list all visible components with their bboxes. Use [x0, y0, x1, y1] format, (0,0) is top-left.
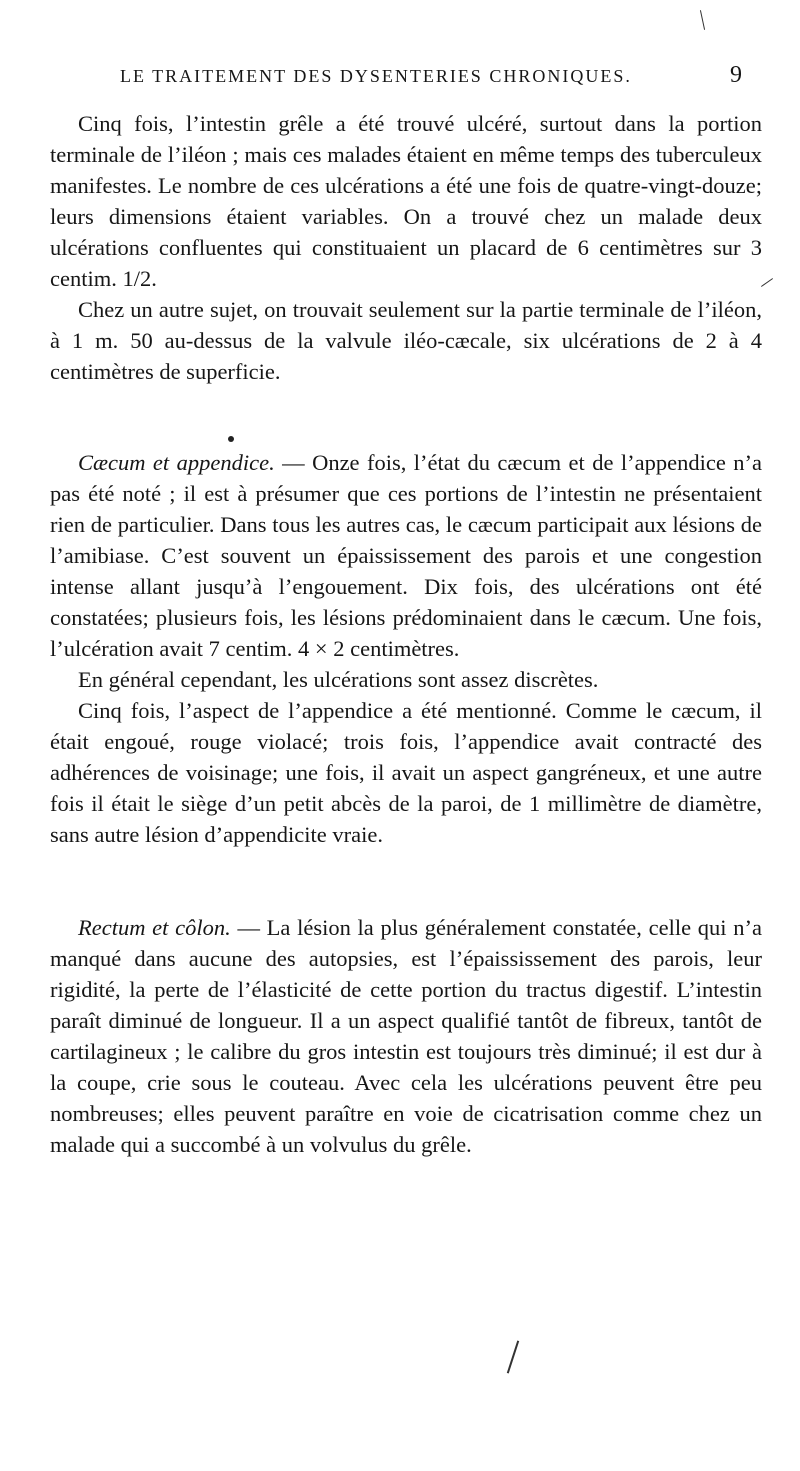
page-number: 9	[730, 62, 742, 88]
section-gap	[50, 387, 762, 447]
scan-mark	[700, 10, 705, 30]
section-heading-rectum: Rectum et côlon.	[78, 915, 231, 940]
print-speck	[228, 436, 234, 442]
scan-mark	[507, 1341, 519, 1374]
paragraph-rectum	[50, 912, 762, 1160]
caecum-text: — Onze fois, l’état du cæcum et de l’appendice n’a pas été noté ; il est à présumer que ces portions de l’intestin ne présentaient rien de particulier. Dans tous les autres cas, le cæcum participait aux lésions de l’amibiase. C’est souvent un épaississement des parois et une congestion intense allant jusqu’à l’engouement. Dix fois, des ulcérations ont été constatées; plusieurs fois, les lésions prédominaient dans le cæcum. Une fois, l’ulcération avait 7 centim. 4 × 2 centimètres.	[50, 450, 762, 661]
scan-mark	[761, 278, 773, 287]
body-text	[50, 108, 762, 1160]
paragraph-appendix: Cinq fois, l’aspect de l’appendice a été mentionné. Comme le cæcum, il était engoué, rouge violacé; trois fois, l’appendice avait contracté des adhérences de voisinage; une fois, il avait un aspect gangréneux, et une autre fois il était le siège d’un petit abcès de la paroi, de 1 millimètre de diamètre, sans autre lésion d’appendicite vraie.	[50, 698, 762, 847]
running-title: LE TRAITEMENT DES DYSENTERIES CHRONIQUES.	[120, 66, 632, 86]
paragraph-ileum: Chez un autre sujet, on trouvait seulement sur la partie terminale de l’iléon, à 1 m. 50 au-dessus de la valvule iléo-cæcale, six ulcérations de 2 à 4 centimètres de superficie.	[50, 297, 762, 384]
section-heading-caecum: Cæcum et appendice.	[78, 450, 275, 475]
paragraph-caecum	[50, 447, 762, 664]
section-gap	[50, 850, 762, 912]
rectum-text: — La lésion la plus généralement constatée, celle qui n’a manqué dans aucune des autopsies, est l’épaississement des parois, leur rigidité, la perte de l’élasticité de cette portion du tractus digestif. L’intestin paraît diminué de longueur. Il a un aspect qualifié tantôt de fibreux, tantôt de cartilagineux ; le calibre du gros intestin est toujours très diminué; il est dur à la coupe, crie sous le couteau. Avec cela les ulcérations peuvent être peu nombreuses; elles peuvent paraître en voie de cicatrisation comme chez un malade qui a succombé à un volvulus du grêle.	[50, 915, 762, 1157]
paragraph-small-intestine: Cinq fois, l’intestin grêle a été trouvé ulcéré, surtout dans la portion terminale de l’iléon ; mais ces malades étaient en même temps des tuberculeux manifestes. Le nombre de ces ulcérations a été une fois de quatre-vingt-douze; leurs dimensions étaient variables. On a trouvé chez un malade deux ulcérations confluentes qui constituaient un placard de 6 centimètres sur 3 centim. 1/2.	[50, 111, 762, 291]
paragraph-ulcerations-discrete: En général cependant, les ulcérations sont assez discrètes.	[78, 667, 599, 692]
